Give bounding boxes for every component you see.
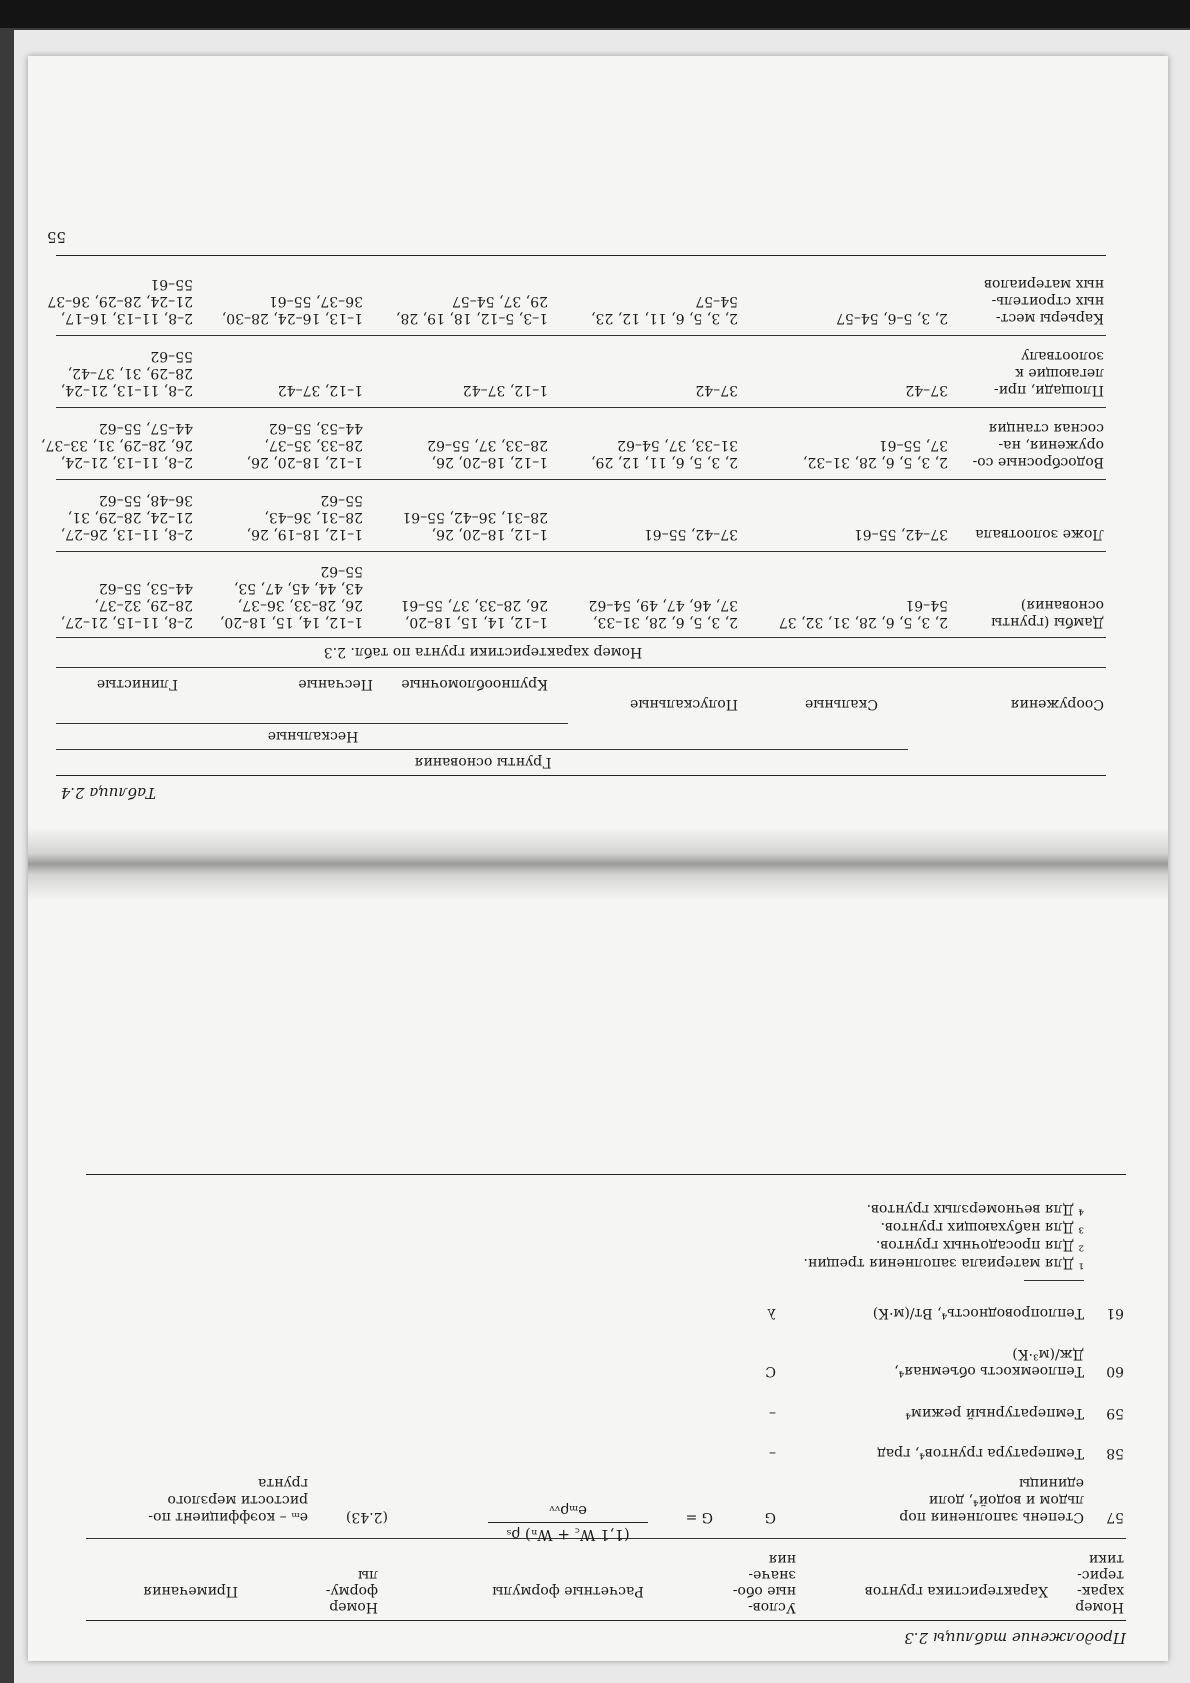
header-rule: [56, 667, 1106, 668]
col-header-characteristic: Характеристика грунтов: [864, 1583, 1048, 1599]
col-header-formula: Расчетные формулы: [492, 1583, 644, 1599]
header-coarse: Крупнообломочные: [401, 676, 548, 692]
table-caption: Продолжение таблицы 2.3: [904, 1629, 1126, 1647]
structure-name: Площади, при- легающие к золоотвалу: [993, 348, 1104, 398]
cell-clayey: 2–8, 11–13, 21–24, 28–29, 31, 37–42, 55–62: [60, 348, 193, 398]
cell-clayey: 2–8, 11–13, 21–24, 26, 28–29, 31, 33–37, 44–57, 55–62: [40, 420, 193, 470]
cell-coarse: 1–12, 37–42: [462, 382, 548, 398]
cell-clayey: 2–8, 11–15, 21–27, 28–29, 32–37, 44–53, 55–62: [60, 580, 193, 630]
cell-semirock: 37–42: [695, 382, 738, 398]
scanner-shadow: [0, 0, 1190, 28]
cell-sandy: 1–12, 14, 15, 18–20, 26, 28–33, 36–37, 43, 44, 45, 47, 53, 55–62: [219, 563, 363, 630]
cell-rock: 37–42, 55–61: [853, 526, 948, 542]
row-characteristic: Теплопроводность⁴, Вт/(м·К): [872, 1305, 1084, 1321]
header-sandy: Песчаные: [298, 676, 373, 692]
footnote: ¹ Для материала заполнения трещин.: [803, 1255, 1084, 1271]
structure-name: Ложе золоотвала: [975, 526, 1104, 542]
col-header-number: Номер харак- терис- тики: [1075, 1551, 1124, 1615]
row-rule: [56, 479, 1106, 480]
table-top-rule: [56, 775, 1106, 776]
page-54: [28, 901, 1168, 1661]
structure-name: Карьеры мест- ных строитель- ных материалов: [984, 276, 1104, 326]
formula-numerator: (1,1 W꜀ + Wₙ) ρₛ: [506, 1526, 630, 1544]
fraction-bar: [488, 1522, 648, 1523]
page-number: 55: [46, 228, 66, 246]
formula-denominator: eₘρᵥᵥ: [548, 1502, 588, 1520]
page-55: [28, 56, 1168, 816]
footnote: ² Для просадочных грунтов.: [875, 1237, 1084, 1253]
cell-sandy: 1–12, 18–19, 26, 28–31, 36–43, 55–62: [246, 492, 363, 542]
row-number: 60: [1106, 1363, 1124, 1379]
cell-rock: 2, 3, 5, 6, 28, 31, 32, 37 54–61: [778, 597, 948, 630]
col-header-formula-number: Номер форму- лы: [325, 1567, 378, 1615]
header-number-line: Номер характеристики грунта по табл. 2.3: [323, 644, 643, 660]
structure-name: Дамбы (грунты основания): [991, 597, 1104, 630]
row-symbol: λ: [767, 1305, 776, 1321]
col-header-notes: Примечания: [143, 1583, 238, 1599]
row-number: 59: [1106, 1405, 1124, 1421]
cell-sandy: 1–13, 16–24, 28–30, 36–37, 55–61: [221, 293, 363, 326]
cell-coarse: 1–3, 5–12, 18, 19, 28, 29, 37, 54–57: [395, 293, 548, 326]
formula-lhs: G =: [685, 1509, 713, 1525]
footnote-rule: [1024, 1280, 1084, 1281]
book-spread: [28, 56, 1168, 1661]
cell-coarse: 1–12, 18–20, 26, 28–31, 36–42, 55–61: [402, 509, 548, 542]
row-symbol: –: [769, 1445, 776, 1461]
header-semirock: Полускальные: [630, 696, 738, 712]
cell-semirock: 2, 3, 5, 6, 28, 31–33, 37, 46, 47, 49, 54–62: [588, 597, 738, 630]
formula-fraction: [488, 1502, 648, 1545]
row-notes: eₘ – коэффициент по- ристости мерзлого грунта: [148, 1475, 308, 1525]
header-nonrock: Нескальные: [267, 728, 359, 744]
cell-rock: 2, 3, 5, 6, 28, 31–32, 37, 55–61: [802, 437, 948, 470]
header-clayey: Глинистые: [96, 676, 178, 692]
cell-coarse: 1–12, 18–20, 26, 28–33, 37, 55–62: [427, 437, 548, 470]
footnote: ³ Для набухающих грунтов.: [880, 1219, 1084, 1235]
cell-rock: 2, 3, 5–6, 54–57: [836, 310, 948, 326]
table-bottom-rule: [86, 1174, 1126, 1175]
col-header-symbol: Услов- ные обо- значе- ния: [732, 1551, 796, 1615]
header-bottom-rule: [56, 637, 1106, 638]
col-header-structures: Сооружения: [1010, 696, 1104, 712]
row-number: 57: [1106, 1509, 1124, 1525]
row-rule: [56, 407, 1106, 408]
cell-semirock: 37–42, 55–61: [643, 526, 738, 542]
row-formula-number: (2.43): [345, 1509, 388, 1525]
table-bottom-rule: [56, 255, 1106, 256]
cell-semirock: 2, 3, 5, 6, 11, 12, 29, 31–33, 37, 54–62: [591, 437, 738, 470]
structure-name: Водосбросные со- оружения, на- сосная станция: [972, 420, 1104, 470]
cell-coarse: 1–12, 14, 15, 18–20, 26, 28–33, 37, 55–61: [400, 597, 548, 630]
footnote: ⁴ Для вечномерзлых грунтов.: [866, 1201, 1084, 1217]
row-characteristic: Степень заполнения пор льдом и водой⁴, доли единицы: [899, 1475, 1084, 1525]
row-symbol: G: [764, 1509, 776, 1525]
header-base-soils: Грунты основания: [414, 754, 552, 770]
cell-semirock: 2, 3, 5, 6, 11, 12, 23, 54–57: [591, 293, 738, 326]
cell-sandy: 1–12, 18–20, 26, 28–33, 35–37, 44–53, 55–62: [246, 420, 363, 470]
row-number: 61: [1106, 1305, 1124, 1321]
row-rule: [56, 335, 1106, 336]
header-rule: [56, 723, 568, 724]
header-rock: Скальные: [804, 696, 878, 712]
row-symbol: –: [769, 1405, 776, 1421]
cell-clayey: 2–8, 11–13, 26–27, 21–24, 28–29, 31, 36–48, 55–62: [60, 492, 193, 542]
row-rule: [56, 551, 1106, 552]
table-caption: Таблица 2.4: [60, 784, 156, 802]
row-number: 58: [1106, 1445, 1124, 1461]
cell-clayey: 2–8, 11–13, 16–17, 21–24, 28–29, 36–37 55–61: [47, 276, 193, 326]
rotated-content: [28, 56, 1168, 1661]
row-characteristic: Теплоемкость объемная⁴, Дж/(м³·К): [894, 1346, 1084, 1379]
row-characteristic: Температурный режим⁴: [905, 1405, 1084, 1421]
table-top-rule: [86, 1620, 1126, 1621]
row-characteristic: Температура грунтов⁴, град: [877, 1445, 1084, 1461]
cell-sandy: 1–12, 37–42: [277, 382, 363, 398]
cell-rock: 37–42: [905, 382, 948, 398]
row-symbol: C: [765, 1363, 776, 1379]
header-rule: [56, 749, 908, 750]
